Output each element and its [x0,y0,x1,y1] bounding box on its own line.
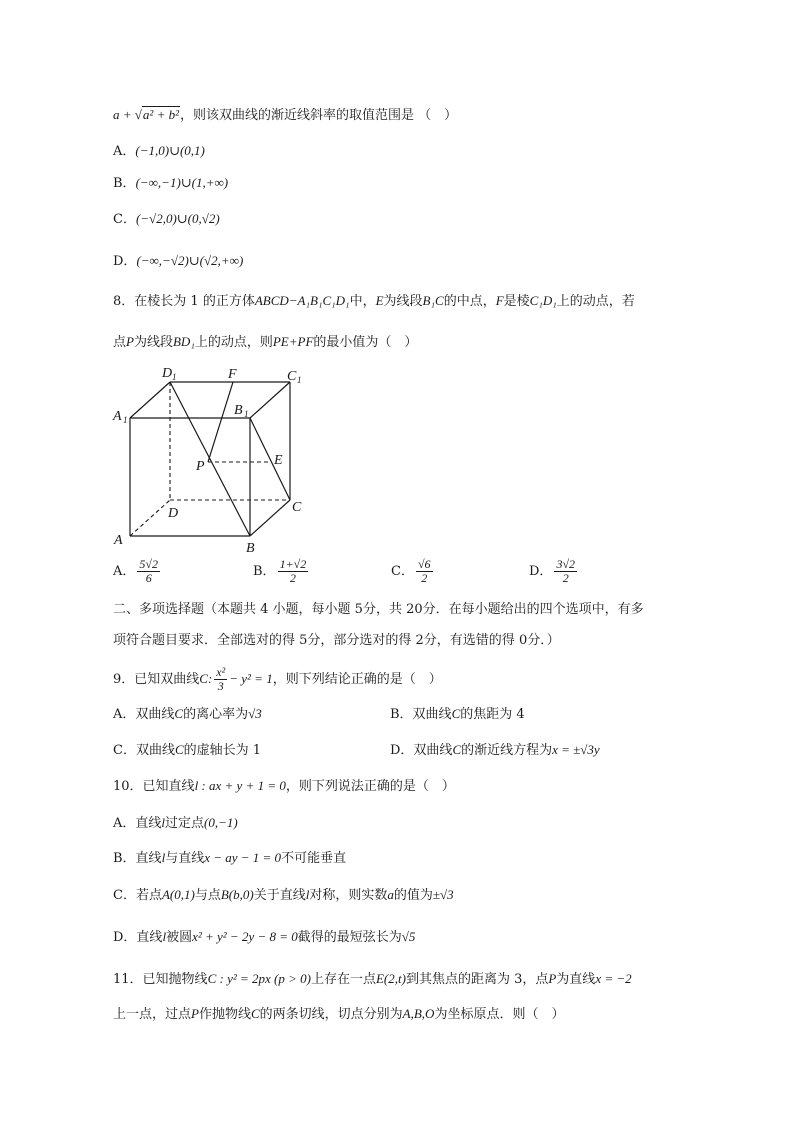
q8-option-b: B． $\frac{1+√2}{2}$ [253,557,307,585]
svg-text:1: 1 [297,375,302,385]
label-c1: C [287,369,297,384]
q9-stem: 9．已知双曲线C: $\frac{\text{x²}}{3}$ − y² = 1，则下列结论正确的是（ ） [113,665,442,693]
q7-option-a: A．(−1,0)∪(0,1) [113,143,205,159]
q8-option-a: A． $\frac{5√2}{6}$ [113,557,158,585]
q8-stem-line2: 点P为线段BD₁上的动点，则PE+PF的最小值为（ ） [113,334,418,350]
q10-option-a: A．直线l过定点(0,−1) [113,815,238,831]
q8-cube-name: ABCD−A₁B₁C₁D₁ [254,293,350,308]
label-a1: A [113,409,122,424]
q9-option-d: D．双曲线C的渐近线方程为x = ±√3y [390,742,600,758]
q8-stem-line1: 8．在棱长为 1 的正方体ABCD−A₁B₁C₁D₁中，E为线段B₁C的中点，F是棱C₁D₁上的动点，若 [113,293,635,309]
label-b1: B [234,403,243,418]
svg-text:1: 1 [172,372,177,382]
q8-option-d: D． $\frac{3√2}{2}$ [529,557,576,585]
cube-diagram [110,362,310,557]
q7-option-d: D．(−∞,−√2)∪(√2,+∞) [113,253,244,269]
q11-stem-line2: 上一点，过点P作抛物线C的两条切线，切点分别为A,B,O为坐标原点．则（ ） [113,1006,565,1022]
label-e: E [274,453,283,468]
label-d1: D [162,366,173,381]
q7-option-b: B．(−∞,−1)∪(1,+∞) [113,175,229,191]
q7-expression: a + √a² + b² [113,107,179,122]
q8-option-c: C． $\frac{√6}{2}$ [391,557,431,585]
section2-heading-line2: 项符合题目要求．全部选对的得 5分，部分选对的得 2分，有选错的得 0分．） [113,633,560,648]
q7-stem-tail-line [113,106,457,125]
q10-option-c: C．若点A(0,1)与点B(b,0)关于直线l对称，则实数a的值为±√3 [113,887,454,903]
label-d: D [168,506,179,521]
segment-b1c [250,418,290,500]
segment-fp [208,382,233,462]
label-p: P [196,459,205,474]
label-c: C [292,500,302,515]
q10-stem: 10．已知直线l : ax + y + 1 = 0，则下列说法正确的是（ ） [113,778,455,794]
edge-bc [250,500,290,536]
q11-stem-line1: 11．已知抛物线C : y² = 2px (p > 0)上存在一点E(2,t)到其焦点的距离为 3，点P为直线x = −2 [113,971,632,987]
q8-number: 8． [113,294,135,309]
q11-number: 11． [113,972,143,987]
q10-option-b: B．直线l与直线x − ay − 1 = 0不可能垂直 [113,850,347,866]
hidden-edge-ad [130,500,170,536]
section2-heading-line1: 二、多项选择题（本题共 4 小题，每小题 5分，共 20分．在每小题给出的四个选项中，有多 [113,602,644,617]
q9-option-b: B．双曲线C的焦距为 4 [390,706,525,722]
edge-a1d1 [130,382,170,418]
q9-option-a: A．双曲线C的离心率为√3 [113,706,262,722]
label-a: A [114,533,123,548]
label-b: B [246,541,255,556]
q8-cube-figure [110,362,310,557]
label-f: F [228,367,237,382]
svg-text:1: 1 [244,409,249,419]
q10-option-d: D．直线l被圆x² + y² − 2y − 8 = 0截得的最短弦长为√5 [113,929,416,945]
q7-stem-tail: ，则该双曲线的渐近线斜率的取值范围是 （ ） [180,108,458,123]
q9-option-c: C．双曲线C的虚轴长为 1 [113,742,262,758]
q9-number: 9． [113,672,135,687]
edge-b1c1 [250,382,290,418]
svg-text:1: 1 [123,415,128,425]
q7-option-c: C．(−√2,0)∪(0,√2) [113,211,220,227]
q10-number: 10． [113,779,143,794]
